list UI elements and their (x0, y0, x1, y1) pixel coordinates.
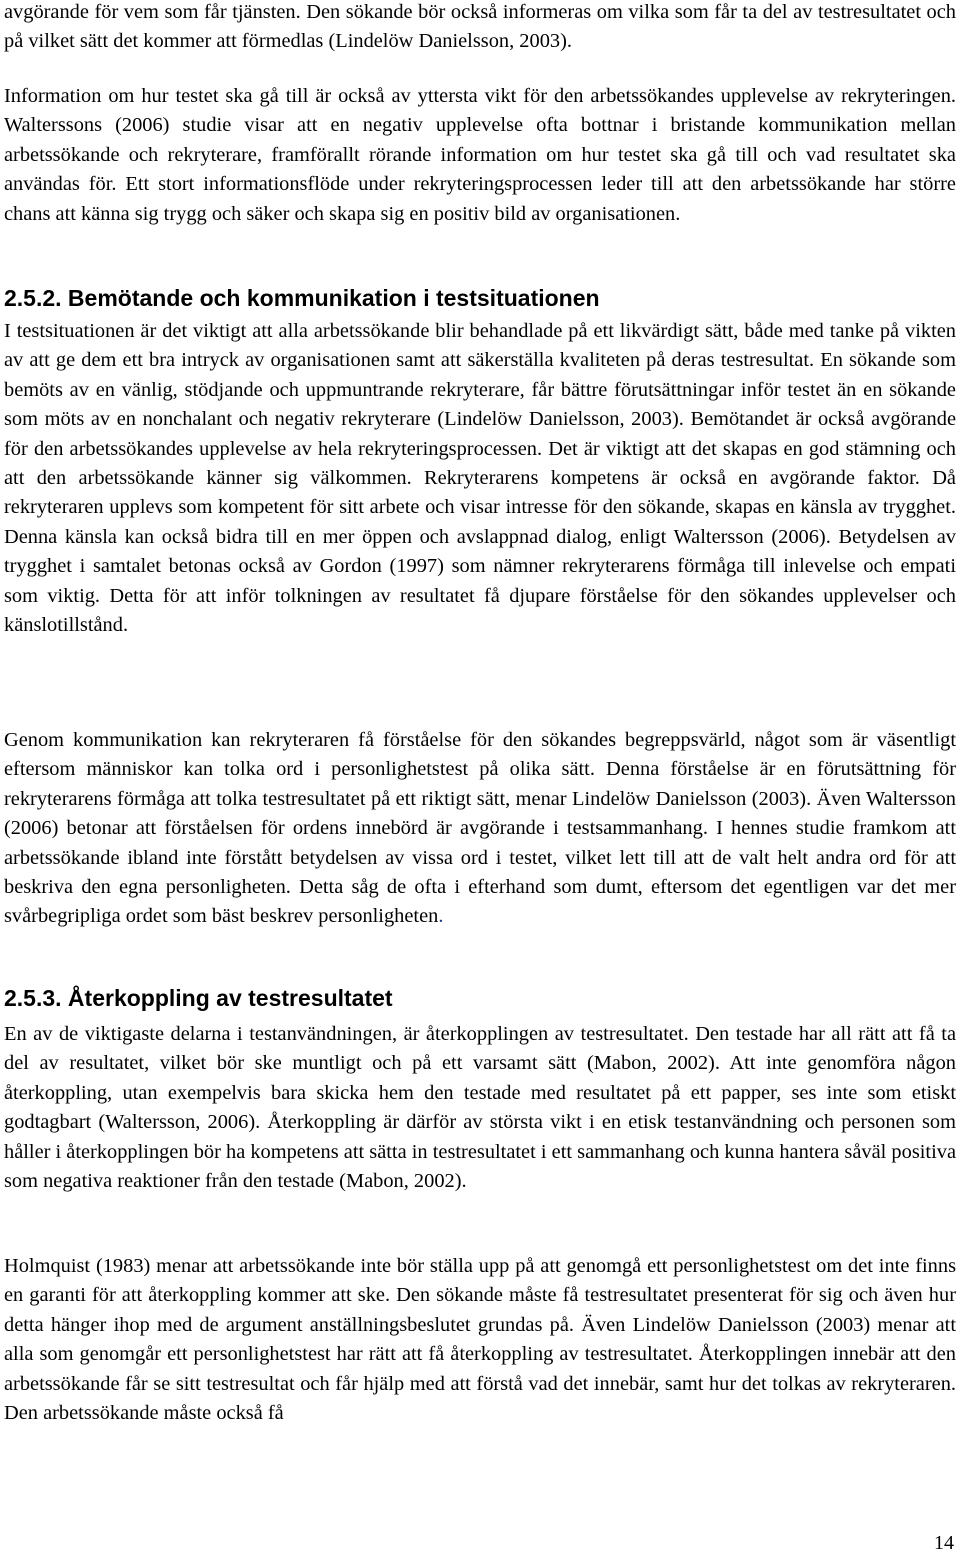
paragraph-information: Information om hur testet ska gå till är också av yttersta vikt för den arbetssökandes upplevelse av rekryteringen. Walterssons (2006) studie visar att en negativ upplevelse ofta bottnar i bristande kommunikation mellan arbetssökande och rekryterare, framförallt rörande information om hur testet ska gå till och vad resultatet ska användas för. Ett stort informationsflöde under rekryteringsprocessen leder till att den arbetssökande har större chans att känna sig trygg och säker och skapa sig en positiv bild av organisationen. (4, 85, 956, 225)
section-heading-2-5-2: 2.5.2. Bemötande och kommunikation i testsituationen (4, 285, 600, 311)
document-page (4, 0, 956, 1553)
page-number: 14 (934, 1532, 954, 1554)
paragraph-holmquist: Holmquist (1983) menar att arbetssökande inte bör ställa upp på att genomgå ett personlighetstest om det inte finns en garanti för att återkoppling kommer att ske. Den sökande måste få testresultatet presenterat för sig och även hur detta hänger ihop med de argument anställningsbeslutet grundas på. Även Lindelöw Danielsson (2003) menar att alla som genomgår ett personlighetstest har rätt att få återkoppling av testresultatet. Återkopplingen innebär att den arbetssökande får se sitt testresultat och får hjälp med att förstå vad det innebär, samt hur det tolkas av rekryteraren. Den arbetssökande måste också få (4, 1255, 956, 1425)
paragraph-kommunikation-end: . (438, 905, 444, 928)
section-heading-2-5-3: 2.5.3. Återkoppling av testresultatet (4, 985, 393, 1011)
paragraph-kommunikation-text: Genom kommunikation kan rekryteraren få förståelse för den sökandes begreppsvärld, något som är väsentligt eftersom människor kan tolka ord i personlighetstest på olika sätt. Denna förståelse är en förutsättning för rekryterarens förmåga att tolka testresultatet på ett riktigt sätt, menar Lindelöw Danielsson (2003). Även Waltersson (2006) betonar att förståelsen för ordens innebörd är avgörande i testsammanhang. I hennes studie framkom att arbetssökande ibland inte förstått betydelsen av vissa ord i testet, vilket lett till att de valt helt andra ord för att beskriva den egna personligheten. Detta såg de ofta i efterhand som dumt, eftersom det egentligen var det mer svårbegripliga ordet som bäst beskrev personligheten (4, 729, 956, 928)
paragraph-aterkoppling: En av de viktigaste delarna i testanvändningen, är återkopplingen av testresultatet. Den testade har all rätt att få ta del av resultatet, vilket bör ske muntligt och på ett varsamt sätt (Mabon, 2002). Att inte genomföra någon återkoppling, utan exempelvis bara skicka hem den testade med resultatet på ett papper, ses inte som etiskt godtagbart (Waltersson, 2006). Återkoppling är därför av största vikt i en etisk testanvändning och personen som håller i återkopplingen bör ha kompetens att sätta in testresultatet i ett sammanhang och kunna hantera såväl positiva som negativa reaktioner från den testade (Mabon, 2002). (4, 1023, 956, 1193)
paragraph-testsituation: I testsituationen är det viktigt att alla arbetssökande blir behandlade på ett likvärdigt sätt, både med tanke på vikten av att ge dem ett bra intryck av organisationen samt att säkerställa kvaliteten på deras testresultat. En sökande som bemöts av en vänlig, stödjande och uppmuntrande rekryterare, får bättre förutsättningar inför testet än en sökande som möts av en nonchalant och negativ rekryterare (Lindelöw Danielsson, 2003). Bemötandet är också avgörande för den arbetssökandes upplevelse av hela rekryteringsprocessen. Det är viktigt att det skapas en god stämning och att den arbetssökande känner sig välkommen. Rekryterarens kompetens är också en avgörande faktor. Då rekryteraren upplevs som kompetent för sitt arbete och visar intresse för den sökande, skapas en känsla av trygghet. Denna känsla kan också bidra till en mer öppen och avslappnad dialog, enligt Waltersson (2006). Betydelsen av trygghet i samtalet betonas också av Gordon (1997) som nämner rekryterarens förmåga till inlevelse och empati som viktig. Detta för att inför tolkningen av resultatet få djupare förståelse för den sökandes upplevelser och känslotillstånd. (4, 320, 956, 637)
paragraph-kommunikation (4, 726, 956, 932)
paragraph-continuation: avgörande för vem som får tjänsten. Den sökande bör också informeras om vilka som får ta del av testresultatet och på vilket sätt det kommer att förmedlas (Lindelöw Danielsson, 2003). (4, 1, 956, 53)
